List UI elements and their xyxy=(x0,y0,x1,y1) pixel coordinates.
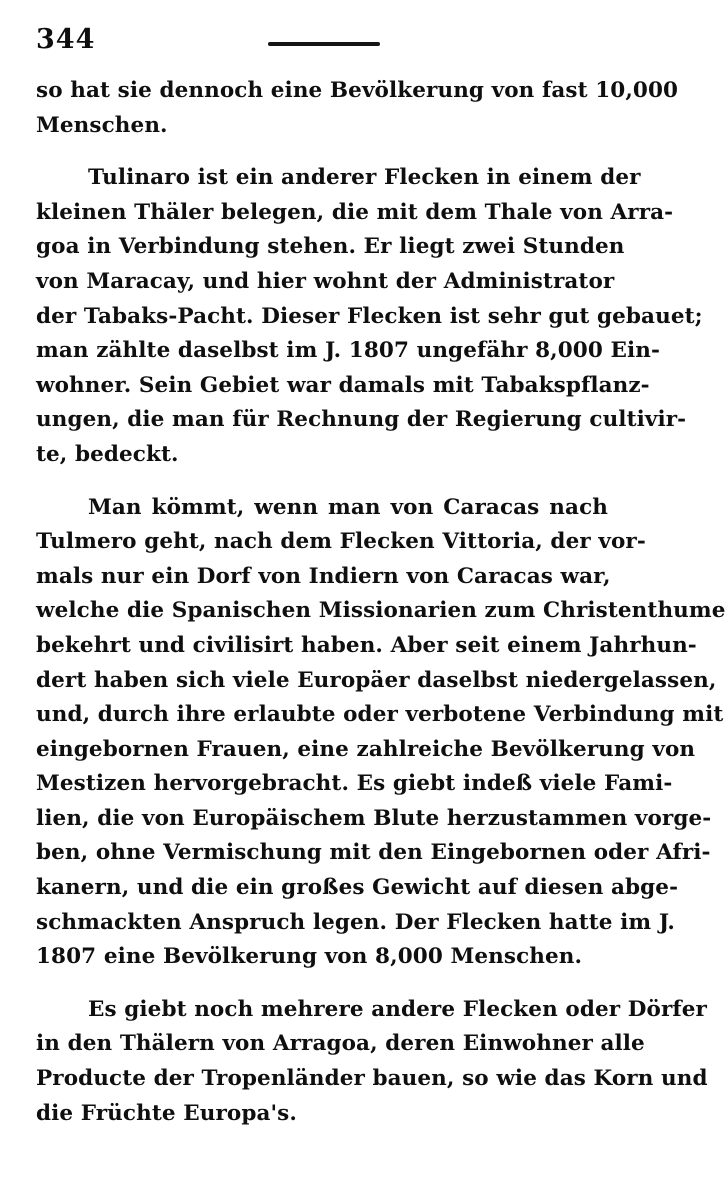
text-line: wohner. Sein Gebiet war damals mit Tabakspflanz- xyxy=(36,372,650,398)
text-line: goa in Verbindung stehen. Er liegt zwei Stunden xyxy=(36,234,625,260)
text-line: mals nur ein Dorf von Indiern von Caracas war, xyxy=(36,563,611,589)
paragraph-gap xyxy=(36,143,608,161)
text-line: schmackten Anspruch legen. Der Flecken hatte im J. xyxy=(36,909,676,935)
paragraph xyxy=(36,161,703,472)
paragraph xyxy=(36,491,726,975)
text-line: welche die Spanischen Missionarien zum Christenthume xyxy=(36,598,726,624)
text-line: und, durch ihre erlaubte oder verbotene Verbindung mit xyxy=(36,702,724,728)
body-text xyxy=(36,74,726,1131)
text-line: in den Thälern von Arragoa, deren Einwohner alle xyxy=(36,1031,645,1057)
paragraph xyxy=(36,993,708,1131)
text-line: kanern, und die ein großes Gewicht auf diesen abge- xyxy=(36,875,679,901)
text-line: ben, ohne Vermischung mit den Eingebornen oder Afri- xyxy=(36,840,711,866)
text-line: Man kömmt, wenn man von Caracas nach xyxy=(88,494,608,520)
text-line: eingebornen Frauen, eine zahlreiche Bevölkerung von xyxy=(36,736,696,762)
text-line: der Tabaks-Pacht. Dieser Flecken ist sehr gut gebauet; xyxy=(36,303,703,329)
text-line: Producte der Tropenländer bauen, so wie das Korn und xyxy=(36,1066,708,1092)
paragraph-gap xyxy=(36,473,608,491)
text-line: te, bedeckt. xyxy=(36,441,179,467)
text-line: Es giebt noch mehrere andere Flecken oder Dörfer xyxy=(88,996,707,1022)
text-line: Menschen. xyxy=(36,112,168,138)
page-number: 344 xyxy=(36,24,96,55)
text-line: dert haben sich viele Europäer daselbst niedergelassen, xyxy=(36,667,717,693)
text-line: Mestizen hervorgebracht. Es giebt indeß viele Fami- xyxy=(36,771,673,797)
paragraph xyxy=(36,74,679,143)
text-line: lien, die von Europäischem Blute herzustammen vorge- xyxy=(36,805,712,831)
text-line: so hat sie dennoch eine Bevölkerung von fast 10,000 xyxy=(36,78,679,103)
text-line: von Maracay, und hier wohnt der Administrator xyxy=(36,268,615,294)
text-line: man zählte daselbst im J. 1807 ungefähr 8,000 Ein- xyxy=(36,338,661,364)
text-line: Tulmero geht, nach dem Flecken Vittoria, der vor- xyxy=(36,529,646,555)
text-line: bekehrt und civilisirt haben. Aber seit einem Jahrhun- xyxy=(36,632,697,658)
text-line: die Früchte Europa's. xyxy=(36,1100,297,1126)
text-line: kleinen Thäler belegen, die mit dem Thale von Arra- xyxy=(36,199,674,225)
text-line: Tulinaro ist ein anderer Flecken in einem der xyxy=(88,165,641,191)
paragraph-gap xyxy=(36,975,608,993)
text-line: 1807 eine Bevölkerung von 8,000 Menschen. xyxy=(36,944,583,970)
header-rule xyxy=(268,42,380,46)
text-line: ungen, die man für Rechnung der Regierung cultivir- xyxy=(36,407,687,433)
page-header xyxy=(36,22,596,62)
